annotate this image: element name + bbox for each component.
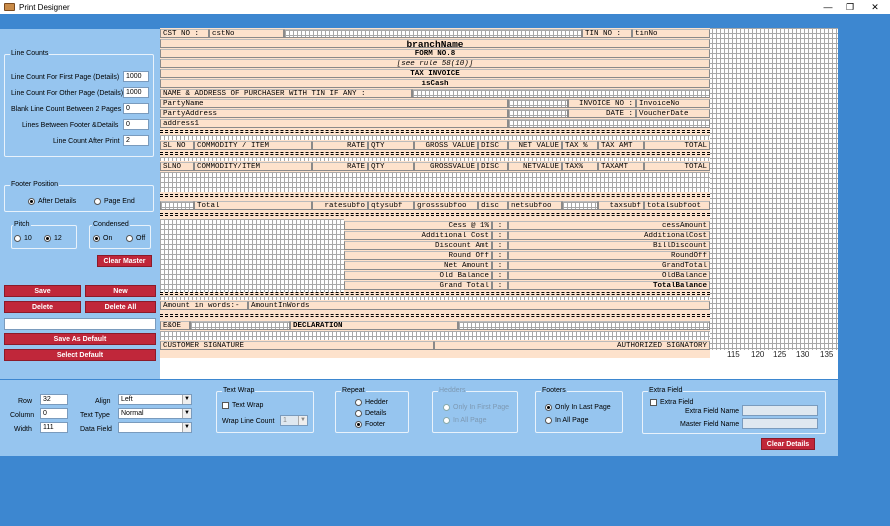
save-button[interactable]: Save — [4, 285, 81, 297]
summary-colon[interactable]: : — [492, 231, 508, 240]
app-icon — [4, 3, 15, 11]
summary-colon[interactable]: : — [492, 241, 508, 250]
master-field-name-label: Master Field Name — [680, 421, 740, 428]
after-print-input[interactable]: 2 — [123, 135, 149, 146]
first-page-input[interactable]: 1000 — [123, 71, 149, 82]
cst-no-label[interactable]: CST NO : — [160, 29, 209, 38]
col-qty[interactable]: QTY — [368, 141, 414, 150]
main-area — [0, 14, 890, 526]
separator-line — [160, 130, 710, 133]
hedders-title: Hedders — [439, 387, 466, 394]
text-wrap-checkbox[interactable] — [222, 402, 263, 409]
details-radio[interactable] — [355, 410, 386, 417]
summary-colon[interactable]: : — [492, 221, 508, 230]
tin-no-field[interactable]: tinNo — [632, 29, 710, 38]
checkbox-icon — [222, 402, 229, 409]
grand-total-field[interactable]: GrandTotal — [508, 261, 710, 270]
radio-icon — [14, 235, 21, 242]
chevron-down-icon: ▼ — [182, 409, 191, 418]
column-ruler — [710, 350, 838, 362]
detail-tax-pct[interactable]: TAX% — [562, 162, 598, 171]
row-label: Row — [18, 398, 33, 405]
restore-button[interactable]: ❐ — [845, 2, 855, 12]
delete-all-button[interactable]: Delete All — [85, 301, 156, 313]
condensed-off-radio[interactable] — [126, 235, 145, 242]
detail-tax-amt[interactable]: TAXAMT — [598, 162, 644, 171]
customer-signature-label[interactable]: CUSTOMER SIGNATURE — [160, 341, 434, 350]
extra-field-name-input[interactable] — [742, 405, 818, 416]
in-all-page-label: In All Page — [453, 417, 487, 424]
ruler-tick: 125 — [773, 350, 787, 359]
after-details-label: After Details — [38, 198, 77, 205]
invoice-no-field[interactable]: InvoiceNo — [636, 99, 710, 108]
detail-qty[interactable]: QTY — [368, 162, 414, 171]
summary-colon[interactable]: : — [492, 271, 508, 280]
footer-radio[interactable] — [355, 421, 385, 428]
ruler-tick: 135 — [820, 350, 834, 359]
footer-details-label-2: Details — [97, 122, 119, 129]
party-name-field[interactable]: PartyName — [160, 99, 508, 108]
invoice-form — [160, 28, 710, 358]
master-field-name-input[interactable] — [742, 418, 818, 429]
total-subfoot[interactable]: totalsubfoot — [644, 201, 710, 210]
align-value: Left — [121, 396, 133, 403]
pitch-12-radio[interactable] — [44, 235, 62, 242]
summary-colon[interactable]: : — [492, 261, 508, 270]
date-label[interactable]: DATE : — [568, 109, 636, 118]
text-wrap-check-label: Text Wrap — [232, 402, 264, 409]
select-default-button[interactable]: Select Default — [4, 349, 156, 361]
after-details-radio[interactable] — [28, 198, 76, 205]
form-no-label[interactable]: FORM NO.8 — [160, 49, 710, 58]
col-tax-amt[interactable]: TAX AMT — [598, 141, 644, 150]
save-as-default-button[interactable]: Save As Default — [4, 333, 156, 345]
first-page-label: Line Count For First Page (Details) — [11, 74, 120, 81]
tax-subfoot[interactable]: taxsubf — [598, 201, 644, 210]
grand-total-label[interactable]: Grand Total — [344, 281, 492, 290]
radio-icon — [126, 235, 133, 242]
bottom-panel — [0, 380, 838, 454]
ruler-tick: 115 — [727, 350, 740, 359]
extra-field-name-label: Extra Field Name — [685, 408, 740, 415]
col-sl-no[interactable]: SL NO — [160, 141, 194, 150]
round-off-label[interactable]: Round Off — [344, 251, 492, 260]
page-end-radio[interactable] — [94, 198, 135, 205]
width-input[interactable]: 111 — [40, 422, 68, 433]
col-disc[interactable]: DISC — [478, 141, 508, 150]
chevron-down-icon: ▼ — [182, 395, 191, 404]
grid-gap — [160, 157, 710, 161]
in-all-page-footer-label: In All Page — [555, 417, 589, 424]
in-all-page-footer-radio[interactable] — [545, 417, 588, 424]
party-address-field[interactable]: PartyAddress — [160, 109, 508, 118]
separator-line — [160, 194, 710, 197]
clear-master-button[interactable]: Clear Master — [97, 255, 152, 267]
branch-name-field[interactable]: branchName — [160, 39, 710, 48]
additional-cost-field[interactable]: AdditionalCost — [508, 231, 710, 240]
grid-gap — [284, 29, 582, 38]
gross-subfoot[interactable]: grosssubfoo — [414, 201, 478, 210]
col-gross-value[interactable]: GROSS VALUE — [414, 141, 478, 150]
is-cash-field[interactable]: isCash — [160, 79, 710, 88]
chevron-down-icon: ▼ — [182, 423, 191, 432]
text-type-label: Text Type — [80, 412, 110, 419]
col-tax-pct[interactable]: TAX % — [562, 141, 598, 150]
cess-field[interactable]: cessAmount — [508, 221, 710, 230]
footer-label: Footer — [365, 421, 386, 428]
col-rate[interactable]: RATE — [312, 141, 368, 150]
pitch-title: Pitch — [14, 221, 30, 228]
blank-line-label: Blank Line Count Between 2 Pages — [11, 106, 122, 113]
bottom-panel-edge — [0, 454, 838, 456]
authorized-signatory-label[interactable]: AUTHORIZED SIGNATORY — [434, 341, 710, 350]
old-balance-label[interactable]: Old Balance — [344, 271, 492, 280]
radio-icon — [94, 198, 101, 205]
hedder-label: Hedder — [365, 399, 388, 406]
rate-subfoot[interactable]: ratesubfo — [312, 201, 368, 210]
detail-net-value[interactable]: NETVALUE — [508, 162, 562, 171]
qty-subfoot[interactable]: qtysubf — [368, 201, 414, 210]
footer-details-input[interactable]: 0 — [123, 119, 149, 130]
declaration-label[interactable]: DECLARATION — [290, 321, 458, 330]
tin-no-label[interactable]: TIN NO : — [582, 29, 632, 38]
radio-icon — [355, 410, 362, 417]
detail-sl-no[interactable]: SLNO — [160, 162, 194, 171]
discount-field[interactable]: BillDiscount — [508, 241, 710, 250]
radio-selected-icon — [355, 421, 362, 428]
detail-commodity[interactable]: COMMODITY/ITEM — [194, 162, 312, 171]
separator-line — [160, 314, 710, 317]
wrap-line-count-label: Wrap Line Count — [222, 418, 275, 425]
condensed-on-radio[interactable] — [93, 235, 112, 242]
eoe-label[interactable]: E&OE — [160, 321, 190, 330]
radio-selected-icon — [28, 198, 35, 205]
separator-line — [160, 213, 710, 216]
hedder-radio[interactable] — [355, 399, 388, 406]
detail-disc[interactable]: DISC — [478, 162, 508, 171]
only-last-page-label: Only In Last Page — [555, 404, 611, 411]
close-button[interactable]: ✕ — [871, 2, 879, 12]
radio-selected-icon — [93, 235, 100, 242]
grid-gap — [160, 135, 710, 140]
only-last-page-radio[interactable] — [545, 404, 611, 411]
other-page-input[interactable]: 1000 — [123, 87, 149, 98]
condensed-title: Condensed — [93, 221, 129, 228]
width-label: Width — [14, 426, 32, 433]
hedders-group — [432, 387, 518, 433]
other-page-label: Line Count For Other Page (Details) — [11, 90, 124, 97]
condensed-off-label: Off — [136, 235, 146, 242]
wrap-line-count-select[interactable] — [280, 415, 308, 426]
grid-gap — [160, 219, 344, 292]
radio-icon — [355, 399, 362, 406]
data-field-select[interactable] — [118, 422, 192, 433]
name-address-label[interactable]: NAME & ADDRESS OF PURCHASER WITH TIN IF ANY : — [160, 89, 412, 98]
chevron-down-icon: ▼ — [298, 416, 307, 425]
col-net-value[interactable]: NET VALUE — [508, 141, 562, 150]
new-button[interactable]: New — [85, 285, 156, 297]
ruler-tick: 130 — [796, 350, 810, 359]
grid-gap — [160, 296, 710, 300]
data-field-label: Data Field — [80, 426, 112, 433]
condensed-on-label: On — [103, 235, 113, 242]
summary-colon[interactable]: : — [492, 281, 508, 290]
total-balance-field[interactable]: TotalBalance — [508, 281, 710, 290]
grid-gap — [160, 201, 194, 210]
address1-field[interactable]: address1 — [160, 119, 508, 128]
footer-details-label: Lines Between Footer & — [22, 122, 97, 129]
pitch-10-radio[interactable] — [14, 235, 32, 242]
grid-gap — [508, 99, 568, 108]
radio-icon — [545, 417, 552, 424]
separator-line — [160, 292, 710, 295]
details-label: Details — [365, 410, 387, 417]
text-wrap-title: Text Wrap — [223, 387, 255, 394]
old-balance-field[interactable]: OldBalance — [508, 271, 710, 280]
page-end-label: Page End — [104, 198, 135, 205]
extra-field-check-label: Extra Field — [660, 399, 694, 406]
delete-button[interactable]: Delete — [4, 301, 81, 313]
window-title: Print Designer — [19, 2, 70, 12]
column-label: Column — [10, 412, 35, 419]
extra-field-checkbox[interactable] — [650, 399, 693, 406]
col-commodity[interactable]: COMMODITY / ITEM — [194, 141, 312, 150]
blank-line-input[interactable]: 0 — [123, 103, 149, 114]
text-wrap-group — [216, 387, 314, 433]
detail-gross-value[interactable]: GROSSVALUE — [414, 162, 478, 171]
net-amount-label[interactable]: Net Amount — [344, 261, 492, 270]
additional-cost-label[interactable]: Additional Cost — [344, 231, 492, 240]
radio-selected-icon — [545, 404, 552, 411]
round-off-field[interactable]: RoundOff — [508, 251, 710, 260]
radio-selected-icon — [44, 235, 51, 242]
ruler-tick: 120 — [751, 350, 765, 359]
amount-words-label[interactable]: Amount in words:- — [160, 301, 248, 310]
amount-words-field[interactable]: AmountInWords — [248, 301, 710, 310]
grid-gap — [458, 321, 710, 330]
grid-gap — [160, 331, 710, 340]
align-label: Align — [95, 398, 111, 405]
extra-field-title: Extra Field — [649, 387, 683, 394]
pitch-12-label: 12 — [54, 235, 62, 242]
title-bar — [0, 0, 890, 14]
grid-gap — [160, 172, 710, 192]
wrap-line-count-value: 1 — [283, 417, 287, 424]
only-first-page-radio[interactable] — [443, 404, 509, 411]
in-all-page-radio[interactable] — [443, 417, 486, 424]
col-total[interactable]: TOTAL — [644, 141, 710, 150]
invoice-no-label[interactable]: INVOICE NO : — [568, 99, 636, 108]
tax-invoice-label[interactable]: TAX INVOICE — [160, 69, 710, 78]
summary-colon[interactable]: : — [492, 251, 508, 260]
detail-rate[interactable]: RATE — [312, 162, 368, 171]
footer-position-title: Footer Position — [11, 181, 59, 188]
detail-total[interactable]: TOTAL — [644, 162, 710, 171]
footers-title: Footers — [542, 387, 566, 394]
after-print-label: Line Count After Print — [53, 138, 120, 145]
repeat-title: Repeat — [342, 387, 365, 394]
pitch-10-label: 10 — [24, 235, 32, 242]
grid-gap — [190, 321, 290, 330]
text-type-value: Normal — [121, 410, 144, 417]
minimize-button[interactable]: — — [823, 2, 833, 12]
net-subfoot[interactable]: netsubfoo — [508, 201, 562, 210]
designer-canvas[interactable] — [160, 28, 838, 379]
default-name-input[interactable] — [4, 318, 156, 330]
disc-subfoot[interactable]: disc — [478, 201, 508, 210]
align-select[interactable] — [118, 394, 192, 405]
total-label[interactable]: Total — [194, 201, 312, 210]
only-first-page-label: Only In First Page — [453, 404, 510, 411]
grid-gap — [412, 89, 710, 98]
clear-details-button[interactable]: Clear Details — [761, 438, 815, 450]
discount-label[interactable]: Discount Amt — [344, 241, 492, 250]
cess-label[interactable]: Cess @ 1% — [344, 221, 492, 230]
row-input[interactable]: 32 — [40, 394, 68, 405]
grid-gap — [508, 109, 568, 118]
footers-group — [535, 387, 623, 433]
grid-gap — [508, 119, 710, 128]
separator-line — [160, 152, 710, 155]
line-counts-title: Line Counts — [11, 50, 49, 57]
column-input[interactable]: 0 — [40, 408, 68, 419]
date-field[interactable]: VoucherDate — [636, 109, 710, 118]
cst-no-field[interactable]: cstNo — [209, 29, 284, 38]
rule-label[interactable]: [see rule 58(10)] — [160, 59, 710, 68]
grid-gap — [562, 201, 598, 210]
text-type-select[interactable] — [118, 408, 192, 419]
checkbox-icon — [650, 399, 657, 406]
radio-icon — [443, 417, 450, 424]
radio-icon — [443, 404, 450, 411]
